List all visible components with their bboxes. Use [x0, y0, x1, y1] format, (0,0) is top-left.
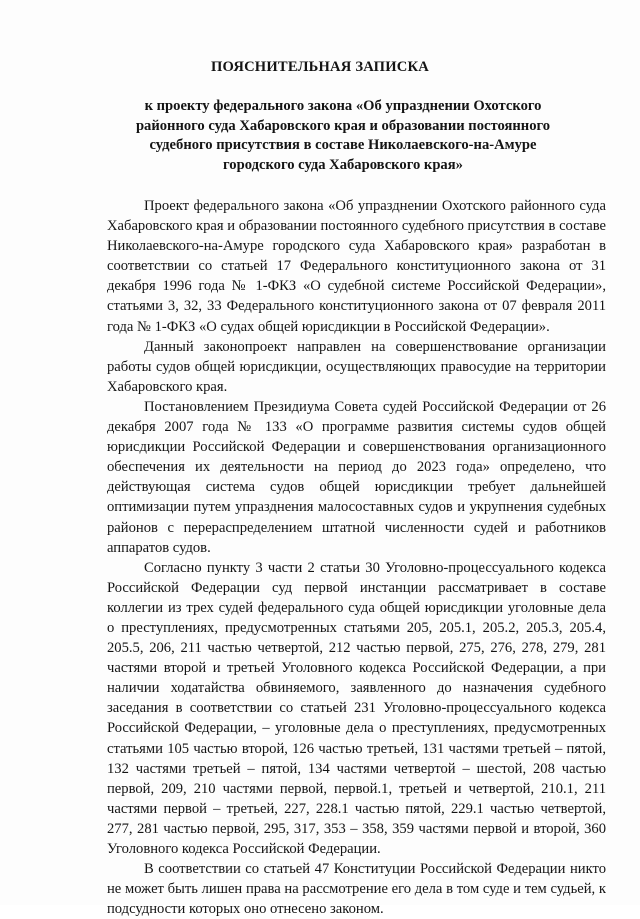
subtitle-line: судебного присутствия в составе Николаевского-на-Амуре [149, 137, 537, 153]
document-body [107, 196, 606, 919]
paragraph-purpose: Данный законопроект направлен на совершенствование организации работы судов общей юрисдикции, осуществляющих правосудие на территории Хабаровского края. [107, 338, 606, 395]
paragraph-council-resolution: Постановлением Президиума Совета судей Российской Федерации от 26 декабря 2007 года № 133 «О программе развития системы судов общей юрисдикции Российской Федерации и совершенствования организационного обеспечения их деятельности на период до 2023 года» определено, что действующая система судов общей юрисдикции требует дальнейшей оптимизации путем упразднения малосоставных судов и укрупнения судебных районов с перераспределением штатной численности судей и работников аппаратов судов. [107, 398, 606, 556]
document-subtitle [108, 97, 578, 175]
subtitle-line: к проекту федерального закона «Об упразднении Охотского [144, 98, 542, 114]
subtitle-line: районного суда Хабаровского края и образовании постоянного [135, 117, 551, 134]
document-title: ПОЯСНИТЕЛЬНАЯ ЗАПИСКА [210, 59, 430, 75]
paragraph-criminal-procedure: Согласно пункту 3 части 2 статьи 30 Уголовно-процессуального кодекса Российской Федерации суд первой инстанции рассматривает в составе коллегии из трех судей федерального суда общей юрисдикции уголовные дела о преступлениях, предусмотренных статьями 205, 205.1, 205.2, 205.3, 205.4, 205.5, 206, 211 частью четвертой, 212 частью первой, 275, 276, 278, 279, 281 частями второй и третьей Уголовного кодекса Российской Федерации, а при наличии ходатайства обвиняемого, заявленного до назначения судебного заседания в соответствии со статьей 231 Уголовно-процессуального кодекса Российской Федерации, – уголовные дела о преступлениях, предусмотренных статьями 105 частью второй, 126 частью третьей, 131 частями третьей – пятой, 132 частями третьей – пятой, 134 частями четвертой – шестой, 208 частью первой, 209, 210 частями первой, первой.1, третьей и четвертой, 210.1, 211 частями первой – третьей, 227, 228.1 частью пятой, 229.1 частью четвертой, 277, 281 частью первой, 295, 317, 353 – 358, 359 частями первой и второй, 360 Уголовного кодекса Российской Федерации. [107, 559, 606, 857]
paragraph-legal-basis: Проект федерального закона «Об упразднении Охотского районного суда Хабаровского края и образовании постоянного судебного присутствия в составе Николаевского-на-Амуре городского суда Хабаровского края» разработан в соответствии со статьей 17 Федерального конституционного закона от 31 декабря 1996 года № 1-ФКЗ «О судебной системе Российской Федерации», статьями 3, 32, 33 Федерального конституционного закона от 07 февраля 2011 года № 1-ФКЗ «О судах общей юрисдикции в Российской Федерации». [107, 198, 606, 335]
subtitle-line: городского суда Хабаровского края» [223, 156, 463, 173]
paragraph-constitution: В соответствии со статьей 47 Конституции Российской Федерации никто не может быть лишен права на рассмотрение его дела в том суде и тем судьей, к подсудности которых оно отнесено законом. [107, 861, 606, 918]
